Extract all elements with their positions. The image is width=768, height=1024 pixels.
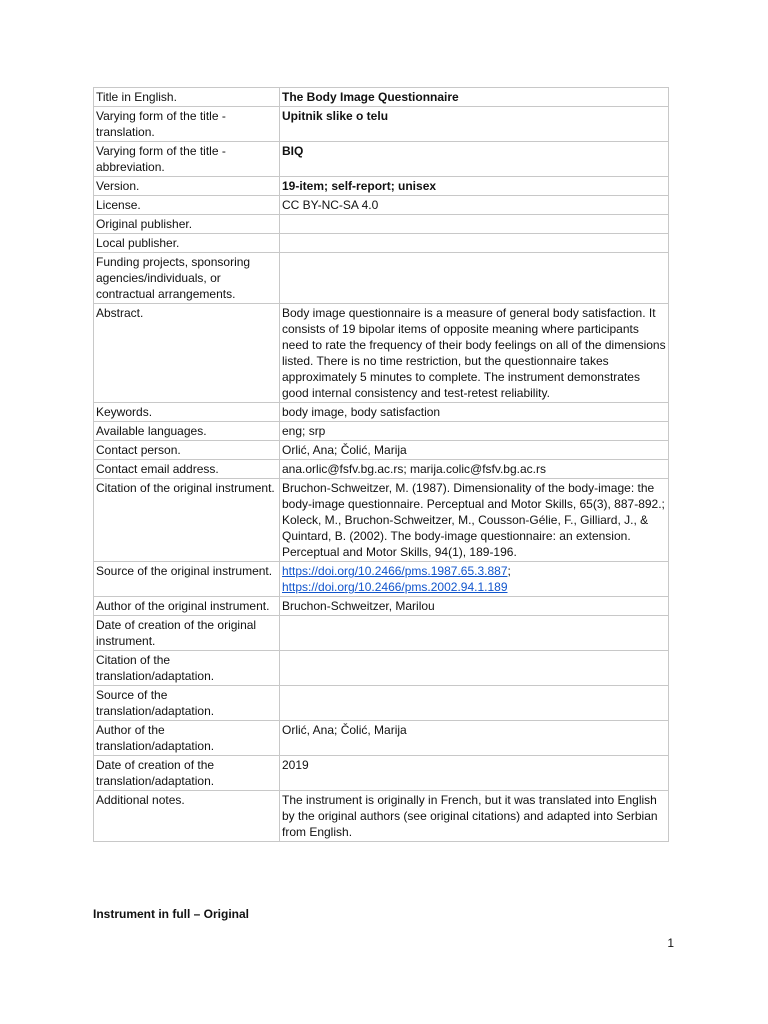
table-row bbox=[94, 756, 669, 791]
row-value bbox=[280, 686, 669, 721]
row-label: Abstract. bbox=[94, 304, 280, 403]
row-label: License. bbox=[94, 196, 280, 215]
row-label: Varying form of the title - abbreviation. bbox=[94, 142, 280, 177]
row-value bbox=[280, 234, 669, 253]
table-row bbox=[94, 562, 669, 597]
row-value: ana.orlic@fsfv.bg.ac.rs; marija.colic@fsfv.bg.ac.rs bbox=[280, 460, 669, 479]
row-label: Author of the translation/adaptation. bbox=[94, 721, 280, 756]
row-value bbox=[280, 562, 669, 597]
table-row bbox=[94, 234, 669, 253]
row-label: Version. bbox=[94, 177, 280, 196]
row-value: 2019 bbox=[280, 756, 669, 791]
section-heading: Instrument in full – Original bbox=[93, 907, 250, 921]
table-row bbox=[94, 253, 669, 304]
row-label: Date of creation of the original instrument. bbox=[94, 616, 280, 651]
table-row bbox=[94, 215, 669, 234]
row-label: Source of the original instrument. bbox=[94, 562, 280, 597]
row-value: Bruchon-Schweitzer, Marilou bbox=[280, 597, 669, 616]
table-row bbox=[94, 142, 669, 177]
row-label: Title in English. bbox=[94, 88, 280, 107]
row-label: Keywords. bbox=[94, 403, 280, 422]
row-label: Citation of the original instrument. bbox=[94, 479, 280, 562]
table-row bbox=[94, 422, 669, 441]
row-value: Orlić, Ana; Čolić, Marija bbox=[280, 721, 669, 756]
row-label: Date of creation of the translation/adaptation. bbox=[94, 756, 280, 791]
row-value: CC BY-NC-SA 4.0 bbox=[280, 196, 669, 215]
row-value bbox=[280, 253, 669, 304]
row-value bbox=[280, 616, 669, 651]
table-row bbox=[94, 441, 669, 460]
table-row bbox=[94, 403, 669, 422]
row-value: Body image questionnaire is a measure of general body satisfaction. It consists of 19 bipolar items of opposite meaning where participants need to rate the frequency of their body feelings on all of the dimensions listed. There is no time restriction, but the questionnaire takes approximately 5 minutes to complete. The instrument demonstrates good internal consistency and test-retest reliability. bbox=[280, 304, 669, 403]
row-label: Contact person. bbox=[94, 441, 280, 460]
table-row bbox=[94, 107, 669, 142]
row-label: Additional notes. bbox=[94, 791, 280, 842]
row-value: The Body Image Questionnaire bbox=[280, 88, 669, 107]
row-label: Contact email address. bbox=[94, 460, 280, 479]
row-value: Upitnik slike o telu bbox=[280, 107, 669, 142]
link-separator: ; bbox=[507, 564, 511, 578]
row-value: Bruchon-Schweitzer, M. (1987). Dimensionality of the body-image: the body-image questionnaire. Perceptual and Motor Skills, 65(3), 887-892.; Koleck, M., Bruchon-Schweitzer, M., Cousson-Gélie, F., Gilliard, J., & Quintard, B. (2002). The body-image questionnaire: an extension. Perceptual and Motor Skills, 94(1), 189-196. bbox=[280, 479, 669, 562]
row-value: 19-item; self-report; unisex bbox=[280, 177, 669, 196]
row-label: Original publisher. bbox=[94, 215, 280, 234]
table-row bbox=[94, 791, 669, 842]
row-value: Orlić, Ana; Čolić, Marija bbox=[280, 441, 669, 460]
row-value: The instrument is originally in French, but it was translated into English by the original authors (see original citations) and adapted into Serbian from English. bbox=[280, 791, 669, 842]
table-row bbox=[94, 479, 669, 562]
row-value: body image, body satisfaction bbox=[280, 403, 669, 422]
source-link-1987[interactable]: https://doi.org/10.2466/pms.1987.65.3.887 bbox=[282, 564, 508, 578]
table-row bbox=[94, 597, 669, 616]
table-row bbox=[94, 196, 669, 215]
row-value: eng; srp bbox=[280, 422, 669, 441]
row-value: BIQ bbox=[280, 142, 669, 177]
row-value bbox=[280, 215, 669, 234]
table-row bbox=[94, 460, 669, 479]
table-row bbox=[94, 616, 669, 651]
row-label: Author of the original instrument. bbox=[94, 597, 280, 616]
row-label: Citation of the translation/adaptation. bbox=[94, 651, 280, 686]
source-link-2002[interactable]: https://doi.org/10.2466/pms.2002.94.1.189 bbox=[282, 580, 508, 594]
table-row bbox=[94, 721, 669, 756]
row-label: Available languages. bbox=[94, 422, 280, 441]
row-label: Funding projects, sponsoring agencies/individuals, or contractual arrangements. bbox=[94, 253, 280, 304]
table-row bbox=[94, 88, 669, 107]
instrument-metadata-table bbox=[93, 87, 669, 842]
row-label: Source of the translation/adaptation. bbox=[94, 686, 280, 721]
table-row bbox=[94, 304, 669, 403]
table-row bbox=[94, 686, 669, 721]
page-number: 1 bbox=[667, 936, 674, 950]
row-label: Local publisher. bbox=[94, 234, 280, 253]
table-row bbox=[94, 177, 669, 196]
table-row bbox=[94, 651, 669, 686]
row-label: Varying form of the title - translation. bbox=[94, 107, 280, 142]
row-value bbox=[280, 651, 669, 686]
